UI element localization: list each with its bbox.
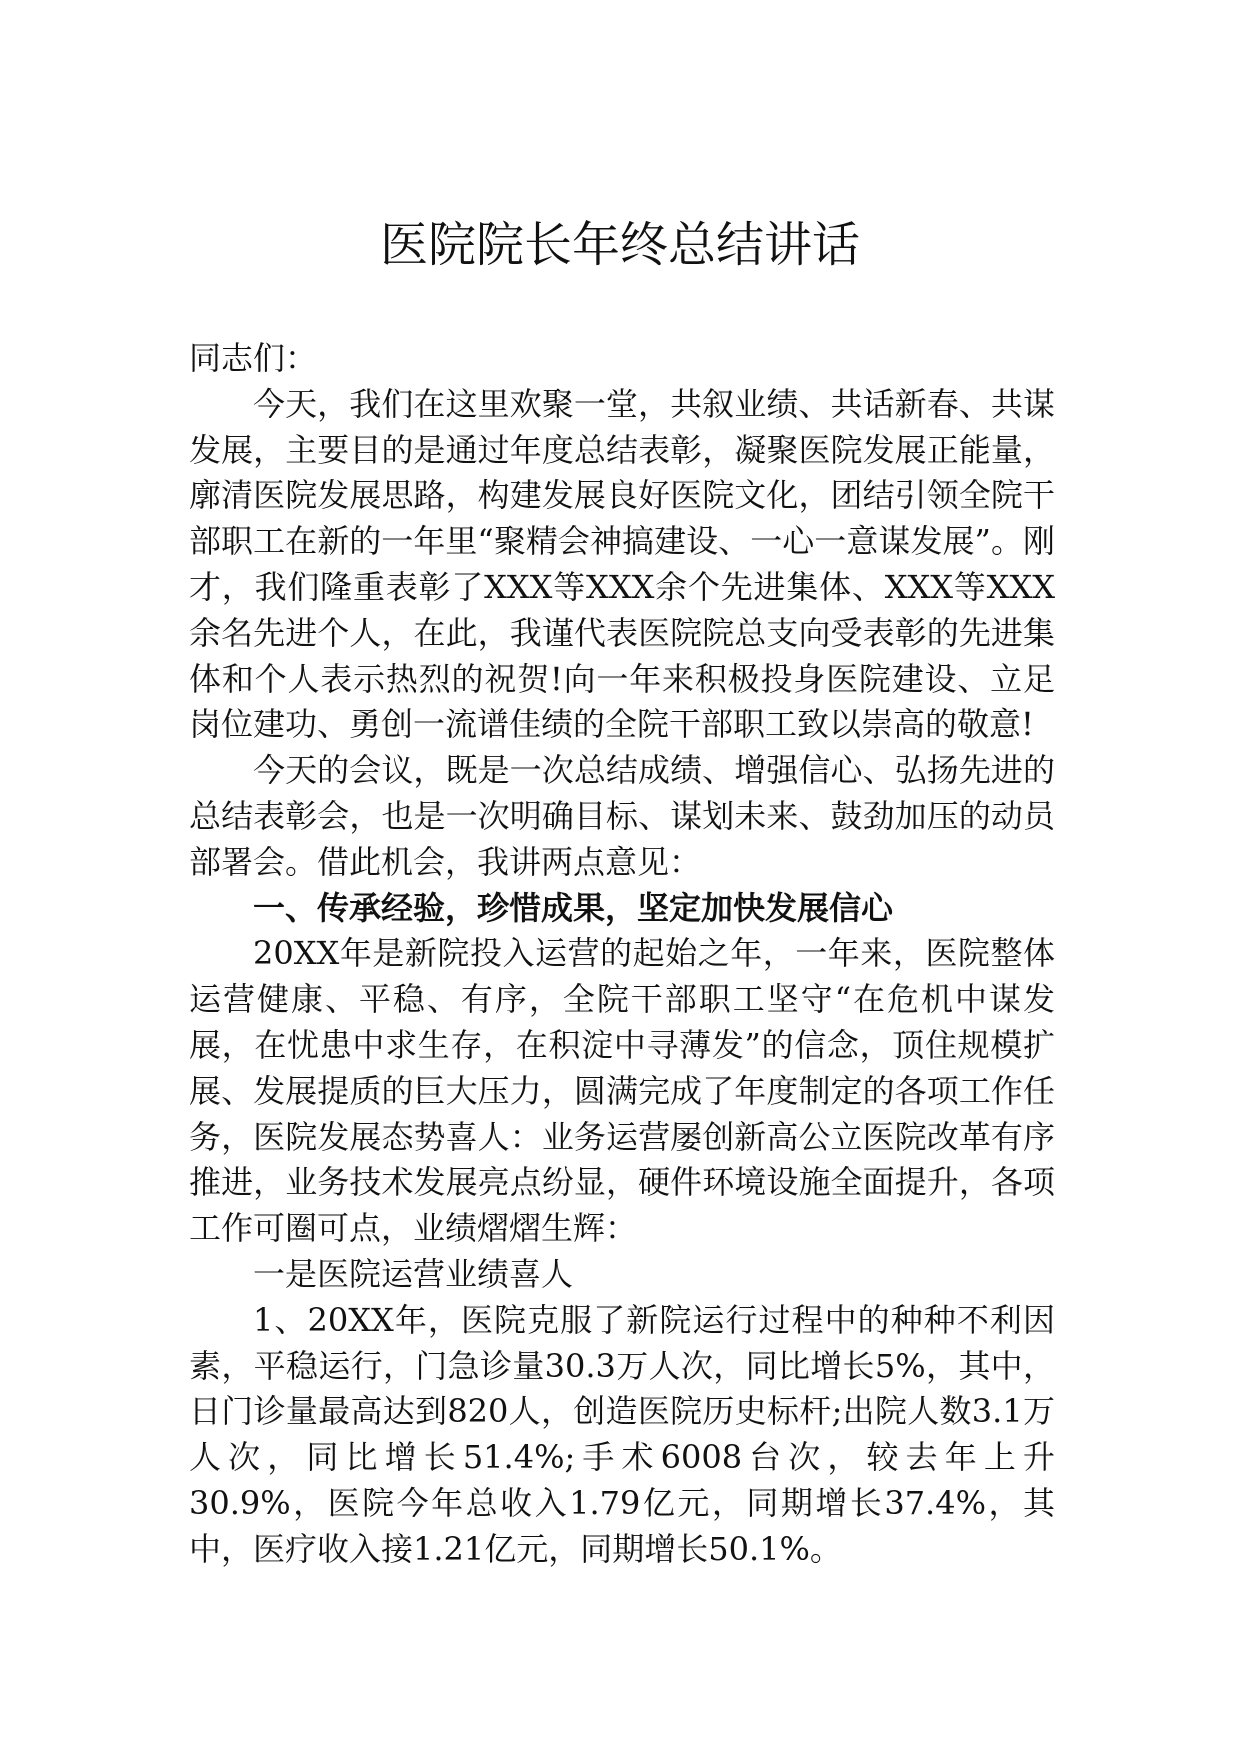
subsection-heading-1: 一是医院运营业绩喜人: [253, 1254, 574, 1293]
document-title: 医院院长年终总结讲话: [379, 217, 860, 273]
paragraph-opening: 今天，我们在这里欢聚一堂，共叙业绩、共话新春、共谋发展，主要目的是通过年度总结表彰，凝聚医院发展正能量，廓清医院发展思路，构建发展良好医院文化，团结引领全院干部职工在新的一年里“聚精会神搞建设、一心一意谋发展”。刚才，我们隆重表彰了XXX等XXX余个先进集体、XXX等XXX余名先进个人，在此，我谨代表医院院总支向受表彰的先进集体和个人表示热烈的祝贺!向一年来积极投身医院建设、立足岗位建功、勇创一流谱佳绩的全院干部职工致以崇高的敬意!: [189, 384, 1055, 744]
salutation: 同志们：: [189, 339, 318, 377]
document-body: [189, 336, 1055, 1573]
paragraph-meeting-purpose: 今天的会议，既是一次总结成绩、增强信心、弘扬先进的总结表彰会，也是一次明确目标、谋划未来、鼓劲加压的动员部署会。借此机会，我讲两点意见：: [189, 751, 1055, 881]
paragraph-operating-results: 1、20XX年，医院克服了新院运行过程中的种种不利因素，平稳运行，门急诊量30.3万人次，同比增长5%，其中，日门诊量最高达到820人，创造医院历史标杆;出院人数3.1万人次，同比增长51.4%;手术6008台次，较去年上升30.9%，医院今年总收入1.79亿元，同期增长37.4%，其中，医疗收入接1.21亿元，同期增长50.1%。: [189, 1300, 1055, 1568]
section-heading-1: 一、传承经验，珍惜成果，坚定加快发展信心: [253, 888, 894, 927]
paragraph-year-review: 20XX年是新院投入运营的起始之年，一年来，医院整体运营健康、平稳、有序，全院干部职工坚守“在危机中谋发展，在忧患中求生存，在积淀中寻薄发”的信念，顶住规模扩展、发展提质的巨大压力，圆满完成了年度制定的各项工作任务，医院发展态势喜人：业务运营屡创新高公立医院改革有序推进，业务技术发展亮点纷显，硬件环境设施全面提升，各项工作可圈可点，业绩熠熠生辉：: [189, 934, 1055, 1248]
